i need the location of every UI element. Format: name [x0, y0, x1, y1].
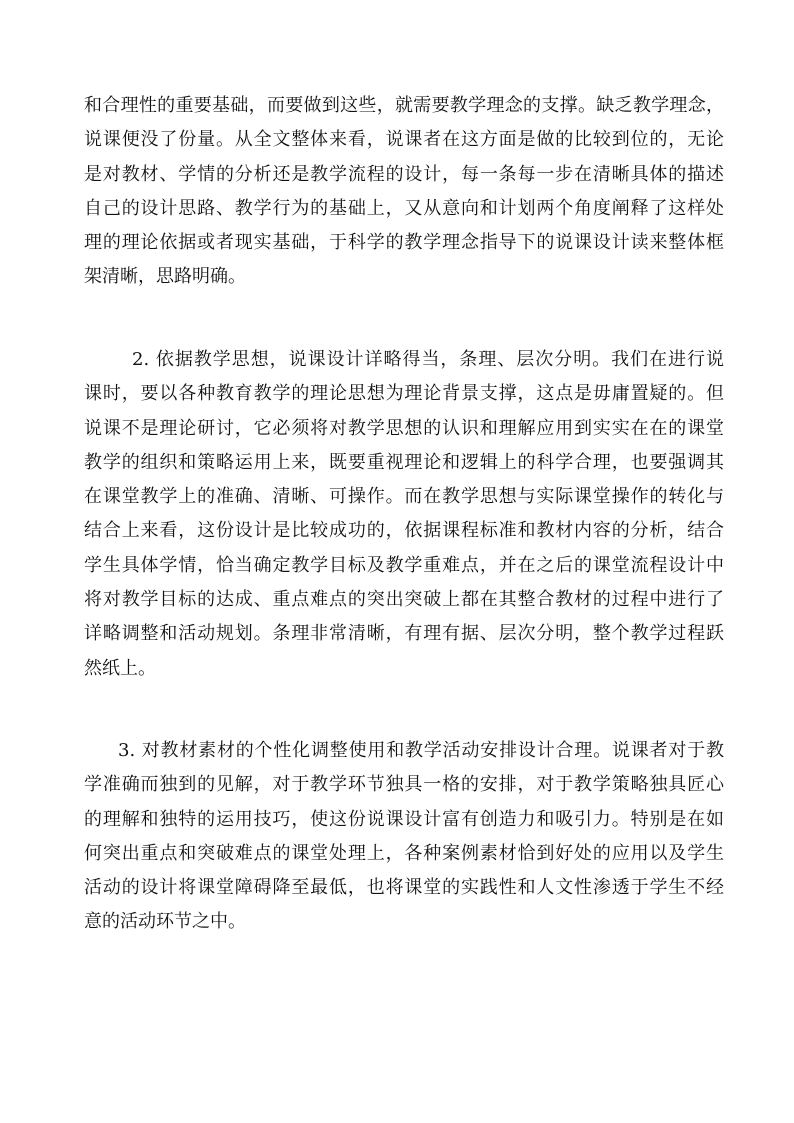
paragraph-line: 说课不是理论研讨，它必须将对教学思想的认识和理解应用到实实在在的课堂 [84, 417, 724, 439]
paragraph-line: 教学的组织和策略运用上来，既要重视理论和逻辑上的科学合理，也要强调其 [84, 451, 724, 473]
paragraph-line: 详略调整和活动规划。条理非常清晰，有理有据、层次分明，整个教学过程跃 [84, 623, 724, 645]
paragraph-line: 意的活动环节之中。 [84, 911, 246, 933]
paragraph-line: 将对教学目标的达成、重点难点的突出突破上都在其整合教材的过程中进行了 [84, 589, 724, 611]
paragraph-line: 在课堂教学上的准确、清晰、可操作。而在教学思想与实际课堂操作的转化与 [84, 486, 724, 508]
paragraph-line: 何突出重点和突破难点的课堂处理上，各种案例素材恰到好处的应用以及学生 [84, 842, 724, 864]
paragraph-line: 是对教材、学情的分析还是教学流程的设计，每一条每一步在清晰具体的描述 [84, 163, 724, 185]
paragraph-line: 学准确而独到的见解，对于教学环节独具一格的安排，对于教学策略独具匠心 [84, 774, 724, 796]
paragraph-line: 3. 对教材素材的个性化调整使用和教学活动安排设计合理。说课者对于教 [118, 740, 724, 761]
paragraph-line: 2. 依据教学思想，说课设计详略得当，条理、层次分明。我们在进行说 [132, 349, 724, 370]
paragraph-3 [84, 734, 724, 940]
paragraph-line: 结合上来看，这份设计是比较成功的，依据课程标准和教材内容的分析，结合 [84, 520, 724, 542]
paragraph-line: 和合理性的重要基础，而要做到这些，就需要教学理念的支撑。缺乏教学理念， [84, 95, 724, 116]
paragraph-line: 架清晰，思路明确。 [84, 266, 246, 288]
paragraph-line: 学生具体学情，恰当确定教学目标及教学重难点，并在之后的课堂流程设计中 [84, 554, 724, 576]
paragraph-line: 理的理论依据或者现实基础，于科学的教学理念指导下的说课设计读来整体框 [84, 232, 724, 254]
paragraph-line: 课时，要以各种教育教学的理论思想为理论背景支撑，这点是毋庸置疑的。但 [84, 383, 724, 405]
paragraph-line: 自己的设计思路、教学行为的基础上，又从意向和计划两个角度阐释了这样处 [84, 197, 724, 219]
paragraph-line: 然纸上。 [84, 657, 156, 679]
paragraph-1 [84, 89, 724, 295]
paragraph-2 [84, 343, 724, 686]
paragraph-line: 说课便没了份量。从全文整体来看，说课者在这方面是做的比较到位的，无论 [84, 129, 724, 151]
paragraph-line: 活动的设计将课堂障碍降至最低，也将课堂的实践性和人文性渗透于学生不经 [84, 877, 724, 899]
paragraph-line: 的理解和独特的运用技巧，使这份说课设计富有创造力和吸引力。特别是在如 [84, 808, 724, 830]
